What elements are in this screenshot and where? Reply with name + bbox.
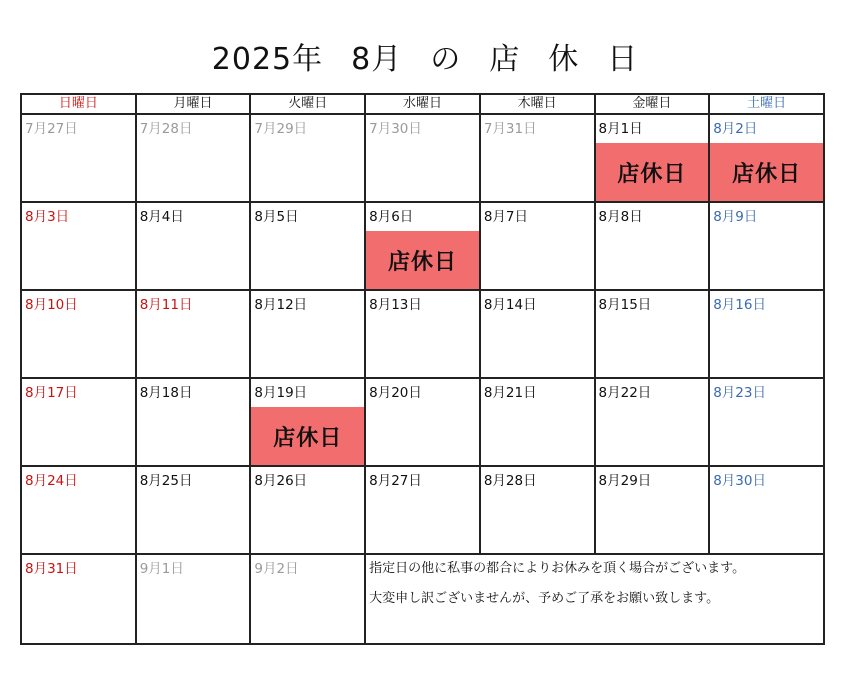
day-cell — [365, 378, 480, 466]
day-cell — [365, 114, 480, 202]
day-label: 8月10日 — [25, 297, 78, 313]
day-label: 8月12日 — [254, 297, 308, 313]
week-row-3 — [21, 290, 824, 378]
weekday-header-row — [21, 94, 824, 114]
day-cell — [595, 466, 710, 554]
day-label: 7月30日 — [369, 121, 422, 137]
notice-line-2: 大変申し訳ございませんが、予めご了承をお願い致します。 — [369, 591, 720, 606]
day-cell — [21, 202, 136, 290]
day-label: 8月19日 — [254, 385, 308, 401]
day-label: 7月27日 — [25, 121, 78, 137]
day-cell — [480, 114, 595, 202]
week-row-4 — [21, 378, 824, 466]
day-cell — [21, 114, 136, 202]
day-cell — [480, 290, 595, 378]
day-cell — [709, 290, 824, 378]
title-year: 2025年 — [211, 42, 324, 77]
notice-line-1: 指定日の他に私事の都合によりお休みを頂く場合がございます。 — [369, 561, 746, 576]
day-cell — [480, 378, 595, 466]
closed-day-badge: 店休日 — [596, 143, 709, 201]
day-cell — [250, 202, 365, 290]
day-label: 8月15日 — [598, 297, 652, 313]
title-char-shop: 店 — [489, 42, 521, 77]
title-particle: の — [430, 42, 462, 77]
day-label: 8月25日 — [139, 473, 193, 489]
day-label: 7月28日 — [139, 121, 193, 137]
closed-day-badge: 店休日 — [251, 407, 364, 465]
day-cell — [136, 554, 251, 644]
day-cell — [709, 114, 824, 202]
day-cell — [21, 290, 136, 378]
header-saturday: 土曜日 — [709, 94, 824, 114]
title-char-rest: 休 — [548, 42, 580, 77]
day-cell — [136, 114, 251, 202]
header-friday: 金曜日 — [595, 94, 710, 114]
day-cell — [250, 378, 365, 466]
day-label: 8月4日 — [139, 209, 184, 225]
day-cell — [365, 290, 480, 378]
day-cell — [21, 378, 136, 466]
day-label: 8月5日 — [254, 209, 299, 225]
day-label: 8月11日 — [139, 297, 193, 313]
day-label: 8月21日 — [483, 385, 537, 401]
title-char-day: 日 — [607, 42, 639, 77]
day-cell — [250, 114, 365, 202]
day-label: 8月31日 — [25, 561, 78, 577]
week-row-6 — [21, 554, 824, 644]
week-row-1 — [21, 114, 824, 202]
day-label: 7月31日 — [483, 121, 537, 137]
week-row-2 — [21, 202, 824, 290]
page-title — [0, 34, 850, 78]
day-cell — [136, 290, 251, 378]
day-label: 8月3日 — [25, 209, 70, 225]
header-monday: 月曜日 — [136, 94, 251, 114]
day-label: 8月24日 — [25, 473, 78, 489]
day-cell — [250, 290, 365, 378]
day-cell — [136, 202, 251, 290]
day-label: 8月9日 — [713, 209, 758, 225]
day-cell — [365, 202, 480, 290]
day-cell — [250, 466, 365, 554]
day-cell — [136, 466, 251, 554]
day-label: 7月29日 — [254, 121, 308, 137]
day-label: 8月1日 — [598, 121, 643, 137]
day-cell — [595, 114, 710, 202]
day-label: 8月8日 — [598, 209, 643, 225]
week-row-5 — [21, 466, 824, 554]
day-label: 8月26日 — [254, 473, 308, 489]
day-label: 8月14日 — [483, 297, 537, 313]
day-label: 8月17日 — [25, 385, 78, 401]
day-cell — [709, 466, 824, 554]
day-cell — [595, 378, 710, 466]
day-label: 8月20日 — [369, 385, 422, 401]
day-label: 8月28日 — [483, 473, 537, 489]
day-label: 8月27日 — [369, 473, 422, 489]
day-cell — [250, 554, 365, 644]
day-cell — [480, 466, 595, 554]
day-label: 8月30日 — [713, 473, 766, 489]
day-cell — [21, 466, 136, 554]
closed-day-badge: 店休日 — [710, 143, 823, 201]
day-cell — [365, 466, 480, 554]
day-label: 8月22日 — [598, 385, 652, 401]
calendar-table — [20, 93, 825, 645]
header-wednesday: 水曜日 — [365, 94, 480, 114]
header-tuesday: 火曜日 — [250, 94, 365, 114]
day-label: 8月6日 — [369, 209, 414, 225]
header-thursday: 木曜日 — [480, 94, 595, 114]
day-cell — [595, 202, 710, 290]
day-cell — [136, 378, 251, 466]
day-label: 8月23日 — [713, 385, 766, 401]
day-cell — [21, 554, 136, 644]
day-label: 9月2日 — [254, 561, 299, 577]
notice-cell — [365, 554, 824, 644]
day-label: 8月13日 — [369, 297, 422, 313]
day-label: 8月29日 — [598, 473, 652, 489]
day-label: 8月7日 — [483, 209, 528, 225]
day-cell — [709, 202, 824, 290]
header-sunday: 日曜日 — [21, 94, 136, 114]
title-month: 8月 — [351, 42, 403, 77]
day-label: 8月18日 — [139, 385, 193, 401]
day-cell — [709, 378, 824, 466]
day-label: 8月16日 — [713, 297, 766, 313]
day-cell — [595, 290, 710, 378]
day-label: 9月1日 — [139, 561, 184, 577]
closed-day-badge: 店休日 — [366, 231, 479, 289]
day-label: 8月2日 — [713, 121, 758, 137]
day-cell — [480, 202, 595, 290]
